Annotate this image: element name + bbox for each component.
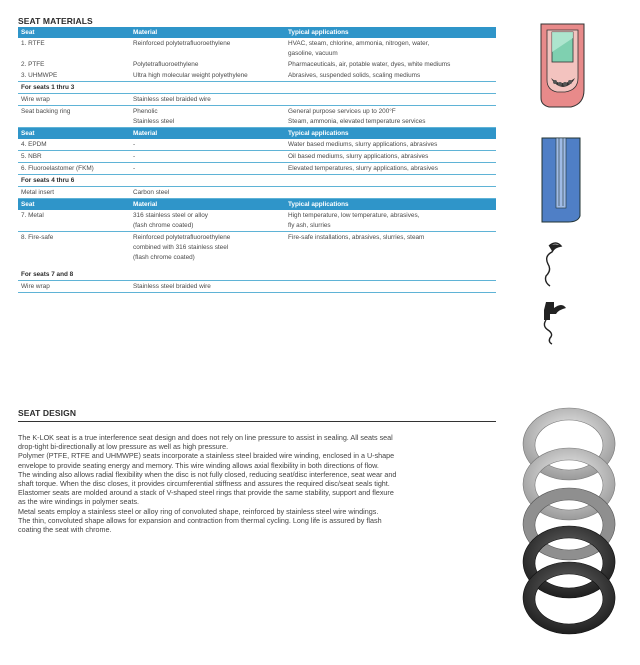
table-row: 7. Metal 316 stainless steel or alloy (fash chrome coated) High temperature, low temperature, abrasives, fly ash, slurries — [18, 210, 496, 232]
seat-fkm: 6. Fluoroelastomer (FKM) — [21, 165, 94, 172]
applications-ptfe: Pharmaceuticals, air, potable water, dyes, white mediums — [288, 61, 451, 68]
table-header: Seat Material Typical applications — [18, 128, 496, 139]
seat-rings-photo — [512, 404, 626, 636]
material-rtfe: Reinforced polytetrafluoroethylene — [133, 40, 231, 47]
table-row: 6. Fluoroelastomer (FKM) - Elevated temperatures, slurry applications, abrasives — [18, 163, 496, 175]
seat-design-title: SEAT DESIGN — [18, 408, 77, 418]
table-row — [18, 94, 496, 106]
design-line: as the wire windings in polymer seats. — [18, 497, 140, 507]
seat-metal-insert: Metal insert — [21, 189, 55, 196]
seat-materials-table — [18, 27, 496, 293]
applications-uhmwpe: Abrasives, suspended solids, scaling mediums — [288, 72, 421, 79]
material-wire-wrap: Stainless steel braided wire — [133, 96, 211, 103]
design-line: drop-tight bi-directionally at low pressure as well as high pressure. — [18, 442, 229, 452]
table-header — [18, 27, 496, 38]
design-line: The thin, convoluted shape allows for expansion and contraction from thermal cycling. Long life is assured by flash — [18, 515, 382, 525]
table-row: 4. EPDM - Water based mediums, slurry applications, abrasives — [18, 139, 496, 151]
elastomer-seat-cross-section — [538, 136, 584, 224]
table-row: Metal insert Carbon steel — [18, 187, 496, 199]
polymer-seat-cross-section — [535, 20, 590, 112]
header-applications: Typical applications — [288, 29, 349, 36]
design-line: shaft torque. When the disc closes, it provides circumferential stiffness and assures the required disc/seat seals tight. — [18, 479, 390, 489]
seat-rtfe: 1. RTFE — [21, 40, 45, 47]
material-uhmwpe: Ultra high molecular weight polyethylene — [133, 72, 248, 79]
design-line: envelope to provide seating energy and memory. This wire winding allows axial flexibility in both directions of flow. — [18, 460, 379, 470]
seat-design-divider — [18, 421, 496, 422]
seat-design-text — [18, 433, 498, 534]
table-row — [18, 106, 496, 128]
subheading-seats-4-6: For seats 4 thru 6 — [18, 175, 496, 187]
table-row: 5. NBR - Oil based mediums, slurry applications, abrasives — [18, 151, 496, 163]
header-material: Material — [133, 29, 158, 36]
seat-fire-safe: 8. Fire-safe — [21, 234, 54, 241]
seat-ptfe: 2. PTFE — [21, 61, 45, 68]
design-line: Polymer (PTFE, RTFE and UHMWPE) seats incorporate a stainless steel braided wire winding, enclosed in a U-shape — [18, 451, 395, 461]
material-ptfe: Polytetrafluoroethylene — [133, 61, 199, 68]
seat-metal: 7. Metal — [21, 212, 44, 219]
applications-backing-ring: General purpose services up to 200°F Steam, ammonia, elevated temperature services — [288, 108, 426, 125]
subheading-seats-7-8: For seats 7 and 8 — [18, 269, 496, 281]
design-line: Metal seats employ a stainless steel or alloy ring of convoluted shape, reinforced by stainless steel wire windings. — [18, 506, 379, 516]
table-row — [18, 70, 496, 82]
table-row: 8. Fire-safe Reinforced polytetrafluoroethylene combined with 316 stainless steel (flash chrome coated) Fire-safe installations, abrasives, slurries, steam — [18, 232, 496, 263]
applications-rtfe: HVAC, steam, chlorine, ammonia, nitrogen, water, gasoline, vacuum — [288, 40, 430, 57]
table-header: Seat Material Typical applications — [18, 199, 496, 210]
design-line: coating the seat with chrome. — [18, 525, 112, 535]
header-seat: Seat — [21, 29, 35, 36]
seat-backing-ring: Seat backing ring — [21, 108, 71, 115]
design-line: Elastomer seats are molded around a stack of V-shaped steel rings that provide the same stability, support and flexure — [18, 488, 394, 498]
seat-uhmwpe: 3. UHMWPE — [21, 72, 58, 79]
table-row — [18, 38, 496, 59]
subheading-seats-1-3: For seats 1 thru 3 — [18, 82, 496, 94]
table-row: Wire wrap Stainless steel braided wire — [18, 281, 496, 293]
seat-epdm: 4. EPDM — [21, 141, 47, 148]
seat-materials-title: SEAT MATERIALS — [18, 16, 93, 26]
table-row — [18, 59, 496, 70]
design-line: The K-LOK seat is a true interference seat design and does not rely on line pressure to assist in sealing. All seats seal — [18, 433, 393, 442]
fire-safe-seat-profile — [540, 298, 568, 346]
seat-wire-wrap: Wire wrap — [21, 96, 50, 103]
material-backing-ring: Phenolic Stainless steel — [133, 108, 175, 125]
seat-nbr: 5. NBR — [21, 153, 42, 160]
design-line: The winding also allows radial flexibility when the disc is not fully closed, reducing seat/disc interference, seat wear and — [18, 469, 397, 479]
metal-seat-profile — [540, 238, 566, 288]
